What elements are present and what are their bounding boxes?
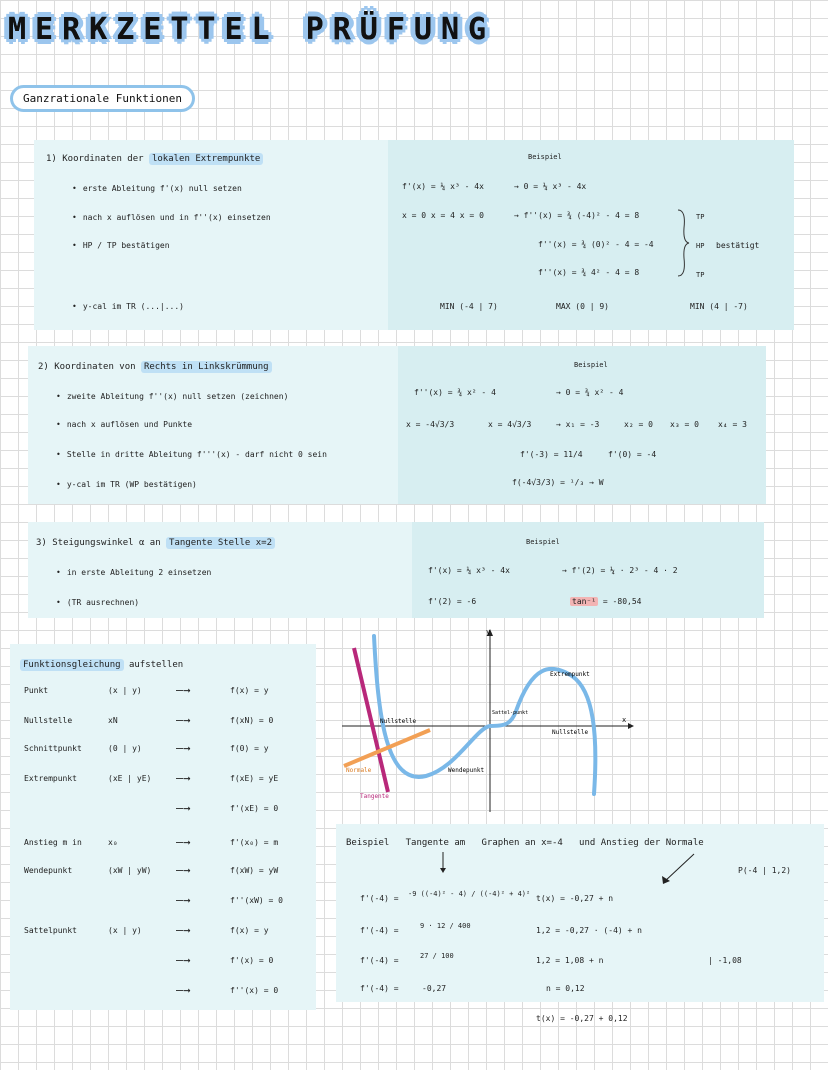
confirmed-label: bestätigt	[716, 241, 760, 250]
function-graph	[336, 626, 636, 816]
calc-2-rhs: 9 · 12 / 400	[420, 922, 471, 930]
section-5-panel	[336, 824, 824, 1002]
result-2: 1,2 = -0,27 · (-4) + n	[536, 926, 642, 935]
condition-symbol: (x | y)	[108, 686, 142, 695]
right-arrow-icon: —→	[176, 683, 191, 697]
result-3b: | -1,08	[708, 956, 742, 965]
page-title: MERKZETTEL PRÜFUNG	[8, 12, 496, 47]
section-2-heading: 2) Koordinaten von Rechts in Linkskrümmung	[38, 362, 272, 372]
section-2-eq-3: x = -4√3/3	[406, 420, 455, 429]
condition-equation: f'(xE) = 0	[230, 804, 279, 813]
section-3-eq-3: f'(2) = -6	[428, 597, 477, 606]
calc-1-rhs: -9 ((-4)² - 4) / ((-4)² + 4)²	[408, 890, 531, 898]
section-1-eq-1: f'(x) = ¼ x³ - 4x	[402, 182, 484, 191]
section-3-eq-1: f'(x) = ¼ x³ - 4x	[428, 566, 510, 575]
section-5-heading: Beispiel Tangente am Graphen an x=-4 und Anstieg der Normale	[346, 838, 704, 848]
calc-3-lhs: f'(-4) =	[360, 956, 399, 965]
calc-4-rhs: -0,27	[422, 984, 447, 993]
section-1-bullet-4: • y-cal im TR (...|...)	[72, 302, 184, 311]
condition-equation: f(0) = y	[230, 744, 269, 753]
section-1-bullet-1: • erste Ableitung f'(x) null setzen	[72, 184, 242, 193]
condition-equation: f(x) = y	[230, 926, 269, 935]
result-5: t(x) = -0,27 + 0,12	[536, 1014, 628, 1023]
section-2-eq-8: x₄ = 3	[718, 420, 747, 429]
section-2-bullet-1: • zweite Ableitung f''(x) null setzen (zeichnen)	[56, 392, 288, 401]
calc-4-lhs: f'(-4) =	[360, 984, 399, 993]
min-point-1: MIN (-4 | 7)	[440, 302, 498, 311]
section-2-eq-5: → x₁ = -3	[556, 420, 600, 429]
min-point-2: MIN (4 | -7)	[690, 302, 748, 311]
result-1: t(x) = -0,27 + n	[536, 894, 614, 903]
condition-symbol: xN	[108, 716, 118, 725]
condition-equation: f''(x) = 0	[230, 986, 279, 995]
function-curve	[374, 636, 595, 794]
right-arrow-icon: —→	[176, 801, 191, 815]
section-3-bullet-1: • in erste Ableitung 2 einsetzen	[56, 568, 211, 577]
section-1-eq-3: x = 0 x = 4 x = 0	[402, 211, 484, 220]
section-1-eq-5: f''(x) = ¾ (0)² - 4 = -4	[538, 240, 654, 249]
right-arrow-icon: —→	[176, 713, 191, 727]
normale-label: Normale	[346, 767, 372, 774]
extrempunkt-label: Extrempunkt	[550, 671, 590, 678]
section-2-bullet-2: • nach x auflösen und Punkte	[56, 420, 192, 429]
condition-symbol: (xW | yW)	[108, 866, 152, 875]
nullstelle-label-2: Nullstelle	[552, 729, 589, 736]
condition-equation: f(xN) = 0	[230, 716, 274, 725]
right-arrow-icon: —→	[176, 835, 191, 849]
section-3-heading: 3) Steigungswinkel α an Tangente Stelle x=2	[36, 538, 275, 548]
right-arrow-icon: —→	[176, 741, 191, 755]
result-3: 1,2 = 1,08 + n	[536, 956, 604, 965]
section-1-eq-2: → 0 = ¼ x³ - 4x	[514, 182, 587, 191]
section-2-eq-9: f'(-3) = 11/4	[520, 450, 583, 459]
result-4: n = 0,12	[546, 984, 585, 993]
section-4-heading: Funktionsgleichung aufstellen	[20, 660, 183, 670]
section-1-example-label: Beispiel	[528, 153, 562, 161]
section-1-eq-4: → f''(x) = ¾ (-4)² - 4 = 8	[514, 211, 640, 220]
subtitle: Ganzrationale Funktionen	[10, 85, 195, 112]
condition-equation: f(xW) = yW	[230, 866, 279, 875]
condition-label: Anstieg m in	[24, 838, 82, 847]
section-2-bullet-4: • y-cal im TR (WP bestätigen)	[56, 480, 197, 489]
section-1-heading: 1) Koordinaten der lokalen Extrempunkte	[46, 154, 263, 164]
x-axis-arrow-icon	[628, 723, 634, 729]
section-2-eq-2: → 0 = ¾ x² - 4	[556, 388, 624, 397]
x-axis-label: x	[622, 716, 627, 724]
down-arrow-icon	[438, 852, 448, 874]
condition-equation: f''(xW) = 0	[230, 896, 283, 905]
section-2-eq-10: f'(0) = -4	[608, 450, 657, 459]
section-2-eq-11: f(-4√3/3) = ¹/₃ → W	[512, 478, 604, 487]
wendepunkt-label: Wendepunkt	[448, 767, 485, 774]
nullstelle-label-1: Nullstelle	[380, 718, 417, 725]
y-axis-label: y	[486, 628, 491, 636]
sattelpunkt-label: Sattel-punkt	[492, 710, 529, 716]
section-3-eq-4: tan⁻¹ = -80,54	[572, 597, 642, 606]
calc-1-lhs: f'(-4) =	[360, 894, 399, 903]
condition-symbol: x₀	[108, 838, 118, 847]
condition-symbol: (0 | y)	[108, 744, 142, 753]
brace-icon	[676, 208, 690, 278]
section-2-bullet-3: • Stelle in dritte Ableitung f'''(x) - darf nicht 0 sein	[56, 450, 327, 459]
section-3-bullet-2: • (TR ausrechnen)	[56, 598, 139, 607]
condition-symbol: (x | y)	[108, 926, 142, 935]
section-2-eq-1: f''(x) = ¾ x² - 4	[414, 388, 496, 397]
condition-label: Nullstelle	[24, 716, 73, 725]
right-arrow-icon: —→	[176, 923, 191, 937]
calc-3-rhs: 27 / 100	[420, 952, 454, 960]
section-1-bullet-3: • HP / TP bestätigen	[72, 241, 170, 250]
section-1-eq-6: f''(x) = ¾ 4² - 4 = 8	[538, 268, 640, 277]
section-2-example-label: Beispiel	[574, 361, 608, 369]
section-1-bullet-2: • nach x auflösen und in f''(x) einsetzen	[72, 213, 271, 222]
condition-symbol: (xE | yE)	[108, 774, 152, 783]
tp-label-2: TP	[696, 271, 705, 279]
right-arrow-icon: —→	[176, 863, 191, 877]
section-2-eq-4: x = 4√3/3	[488, 420, 532, 429]
section-3-eq-2: → f'(2) = ¼ · 2³ - 4 · 2	[562, 566, 678, 575]
tp-label-1: TP	[696, 213, 705, 221]
right-arrow-icon: —→	[176, 983, 191, 997]
condition-equation: f(x) = y	[230, 686, 269, 695]
section-2-eq-6: x₂ = 0	[624, 420, 653, 429]
right-arrow-icon: —→	[176, 893, 191, 907]
example-point: P(-4 | 1,2)	[738, 866, 791, 875]
condition-label: Schnittpunkt	[24, 744, 82, 753]
condition-equation: f'(x₀) = m	[230, 838, 279, 847]
diagonal-arrow-icon	[660, 852, 696, 886]
condition-equation: f'(x) = 0	[230, 956, 274, 965]
calc-2-lhs: f'(-4) =	[360, 926, 399, 935]
condition-label: Punkt	[24, 686, 49, 695]
max-point: MAX (0 | 9)	[556, 302, 609, 311]
hp-label: HP	[696, 242, 705, 250]
section-3-example-label: Beispiel	[526, 538, 560, 546]
condition-equation: f(xE) = yE	[230, 774, 279, 783]
right-arrow-icon: —→	[176, 953, 191, 967]
condition-label: Extrempunkt	[24, 774, 77, 783]
condition-label: Wendepunkt	[24, 866, 73, 875]
tangente-label: Tangente	[360, 793, 389, 800]
section-2-eq-7: x₃ = 0	[670, 420, 699, 429]
right-arrow-icon: —→	[176, 771, 191, 785]
condition-label: Sattelpunkt	[24, 926, 77, 935]
